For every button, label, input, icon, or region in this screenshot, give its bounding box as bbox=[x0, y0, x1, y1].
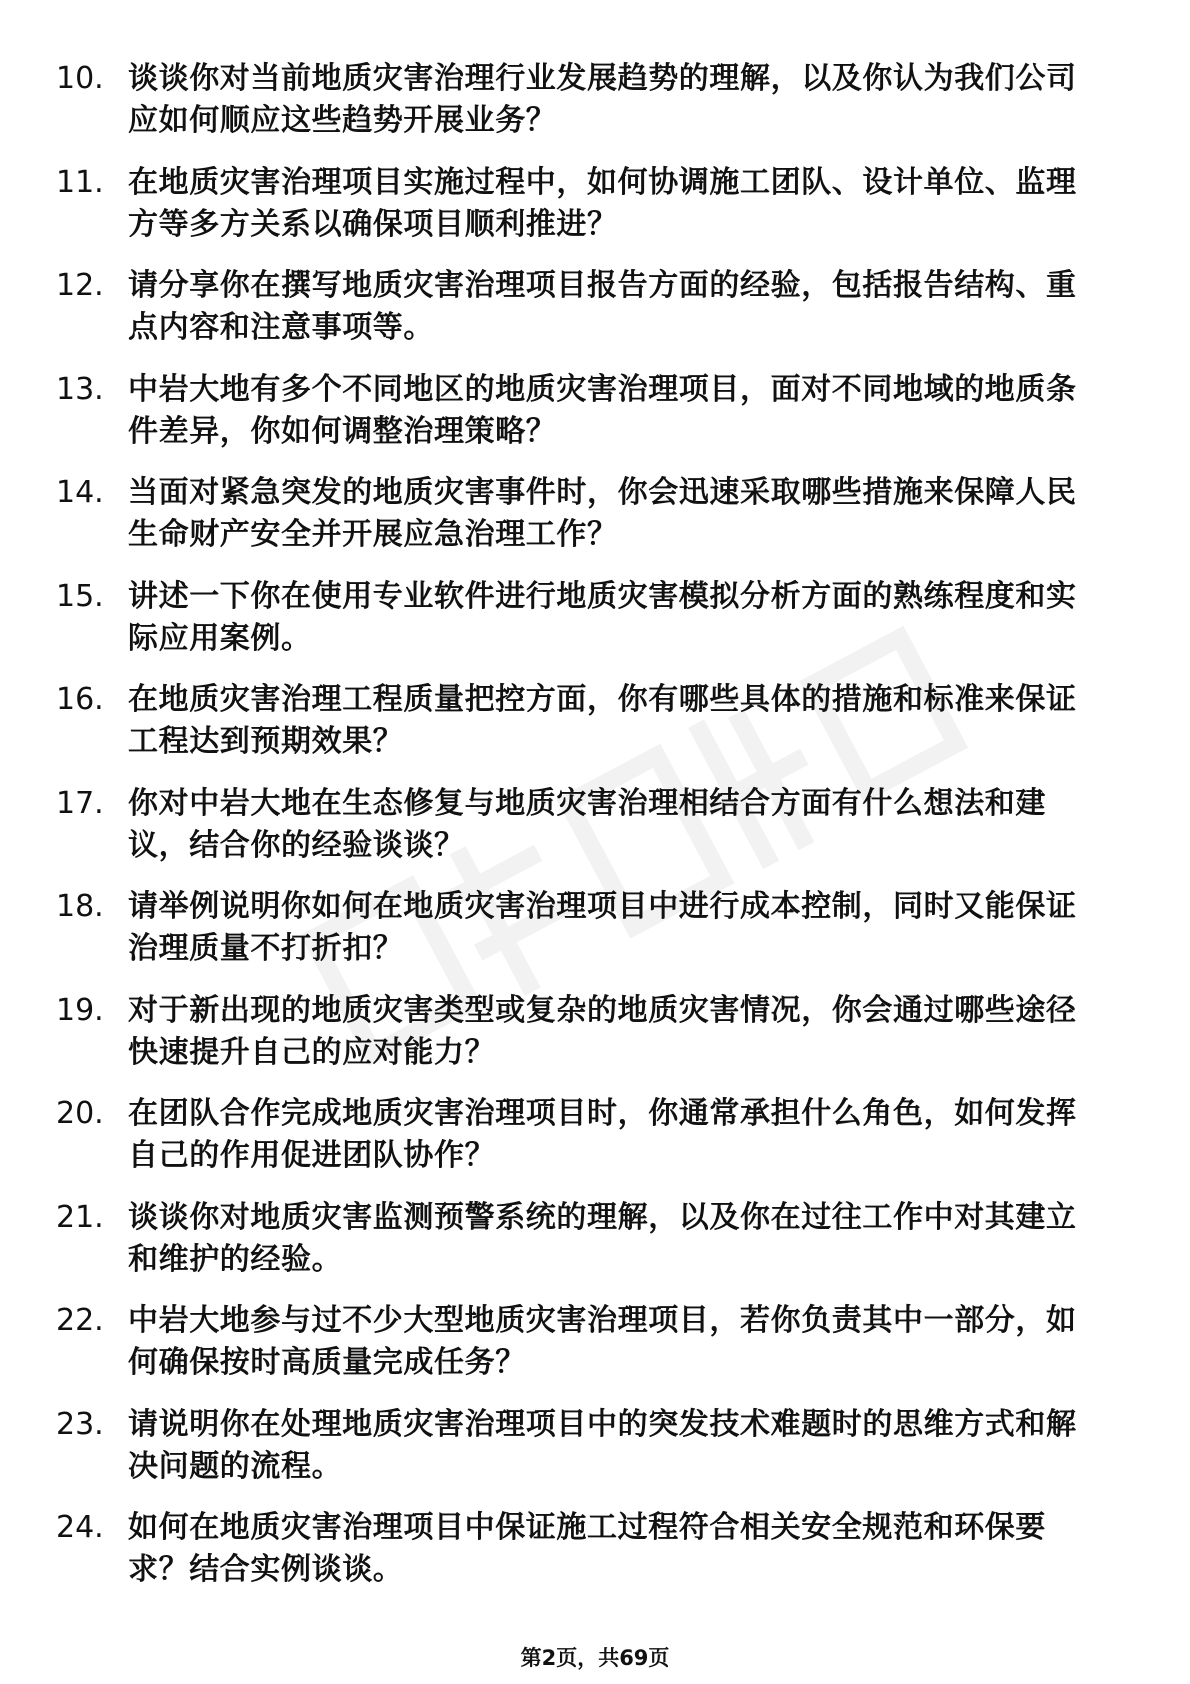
question-number: 19. bbox=[56, 992, 104, 1028]
question-number: 24. bbox=[56, 1510, 104, 1545]
question-number: 21. bbox=[56, 1199, 104, 1235]
question-number: 22. bbox=[56, 1303, 104, 1338]
question-number: 10. bbox=[56, 61, 104, 96]
question-text: 讲述一下你在使用专业软件进行地质灾害模拟分析方面的熟练程度和实际应用案例。 bbox=[128, 578, 1077, 656]
question-text: 请分享你在撰写地质灾害治理项目报告方面的经验，包括报告结构、重点内容和注意事项等。 bbox=[128, 268, 1077, 345]
question-text: 在团队合作完成地质灾害治理项目时，你通常承担什么角色，如何发挥自己的作用促进团队协作？ bbox=[128, 1096, 1077, 1173]
list-item bbox=[56, 783, 1106, 867]
page-footer bbox=[0, 1644, 1190, 1672]
list-item bbox=[56, 1507, 1106, 1591]
list-item bbox=[56, 58, 1106, 142]
list-item bbox=[56, 576, 1106, 660]
list-item bbox=[56, 1197, 1106, 1281]
question-list bbox=[56, 58, 1106, 1611]
question-number: 18. bbox=[56, 889, 104, 924]
list-item bbox=[56, 990, 1106, 1074]
list-item bbox=[56, 265, 1106, 349]
list-item bbox=[56, 1404, 1106, 1488]
question-number: 11. bbox=[56, 164, 104, 200]
question-number: 20. bbox=[56, 1096, 104, 1131]
question-number: 14. bbox=[56, 475, 104, 510]
question-number: 23. bbox=[56, 1406, 104, 1442]
question-number: 12. bbox=[56, 268, 104, 303]
question-text: 谈谈你对地质灾害监测预警系统的理解，以及你在过往工作中对其建立和维护的经验。 bbox=[128, 1199, 1077, 1277]
question-number: 17. bbox=[56, 785, 104, 821]
list-item bbox=[56, 679, 1106, 763]
question-text: 谈谈你对当前地质灾害治理行业发展趋势的理解，以及你认为我们公司应如何顺应这些趋势开展业务？ bbox=[128, 61, 1077, 138]
question-text: 如何在地质灾害治理项目中保证施工过程符合相关安全规范和环保要求？结合实例谈谈。 bbox=[128, 1510, 1046, 1587]
question-text: 中岩大地有多个不同地区的地质灾害治理项目，面对不同地域的地质条件差异，你如何调整治理策略？ bbox=[128, 371, 1077, 449]
question-number: 15. bbox=[56, 578, 104, 614]
question-text: 请说明你在处理地质灾害治理项目中的突发技术难题时的思维方式和解决问题的流程。 bbox=[128, 1406, 1077, 1484]
question-text: 请举例说明你如何在地质灾害治理项目中进行成本控制，同时又能保证治理质量不打折扣？ bbox=[128, 889, 1077, 966]
question-number: 13. bbox=[56, 371, 104, 407]
question-text: 对于新出现的地质灾害类型或复杂的地质灾害情况，你会通过哪些途径快速提升自己的应对能力？ bbox=[128, 992, 1077, 1070]
list-item bbox=[56, 162, 1106, 246]
question-text: 当面对紧急突发的地质灾害事件时，你会迅速采取哪些措施来保障人民生命财产安全并开展应急治理工作？ bbox=[128, 475, 1077, 552]
list-item bbox=[56, 472, 1106, 556]
question-number: 16. bbox=[56, 682, 104, 717]
list-item bbox=[56, 886, 1106, 970]
question-text: 在地质灾害治理项目实施过程中，如何协调施工团队、设计单位、监理方等多方关系以确保项目顺利推进？ bbox=[128, 164, 1077, 242]
question-text: 中岩大地参与过不少大型地质灾害治理项目，若你负责其中一部分，如何确保按时高质量完成任务？ bbox=[128, 1303, 1077, 1380]
list-item bbox=[56, 1093, 1106, 1177]
list-item bbox=[56, 369, 1106, 453]
question-text: 在地质灾害治理工程质量把控方面，你有哪些具体的措施和标准来保证工程达到预期效果？ bbox=[128, 682, 1077, 759]
page-number-label: 第2页，共69页 bbox=[520, 1646, 670, 1670]
list-item bbox=[56, 1300, 1106, 1384]
question-text: 你对中岩大地在生态修复与地质灾害治理相结合方面有什么想法和建议，结合你的经验谈谈？ bbox=[128, 785, 1046, 863]
